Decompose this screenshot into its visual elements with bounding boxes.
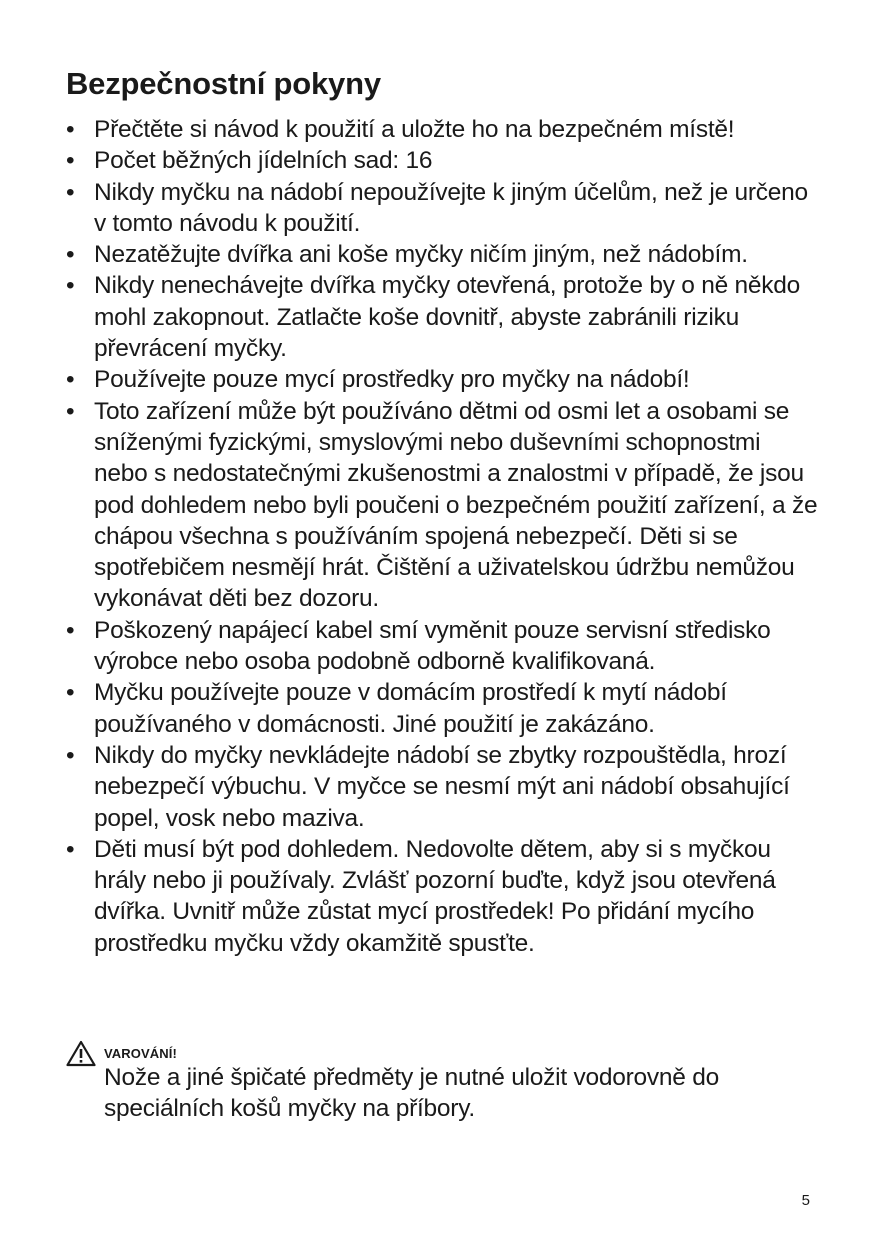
list-item-text: Myčku používejte pouze v domácím prostředí k mytí nádobí používaného v domácnosti. Jiné použití je zakázáno. <box>94 679 727 738</box>
safety-instructions-list <box>66 114 818 959</box>
bullet-icon: • <box>66 366 75 394</box>
list-item <box>66 834 818 959</box>
bullet-icon: • <box>66 616 75 644</box>
list-item-text: Nikdy nenechávejte dvířka myčky otevřená, protože by o ně někdo mohl zakopnout. Zatlačte koše dovnitř, abyste zabránili riziku převrácení myčky. <box>94 272 801 363</box>
list-item <box>66 677 818 740</box>
warning-triangle-icon <box>66 1040 96 1067</box>
list-item-text: Toto zařízení může být používáno dětmi od osmi let a osobami se sníženými fyzickými, smyslovými nebo duševními schopnostmi nebo s nedostatečnými zkušenostmi a znalostmi v případě, že jsou pod dohledem nebo byli poučeni o bezpečném použití zařízení, a že chápou všechna s používáním spojená nebezpečí. Děti si se spotřebičem nesmějí hrát. Čištění a uživatelskou údržbu nemůžou vykonávat děti bez dozoru. <box>94 397 818 613</box>
warning-text: Nože a jiné špičaté předměty je nutné uložit vodorovně do speciálních košů myčky na příbory. <box>104 1064 719 1123</box>
bullet-icon: • <box>66 241 75 269</box>
list-item-text: Počet běžných jídelních sad: 16 <box>94 147 433 175</box>
list-item-text: Nikdy myčku na nádobí nepoužívejte k jiným účelům, než je určeno v tomto návodu k použití. <box>94 178 808 237</box>
list-item-text: Děti musí být pod dohledem. Nedovolte dětem, aby si s myčkou hrály nebo ji používaly. Zvlášť pozorní buďte, když jsou otevřená dvířka. Uvnitř může zůstat mycí prostředek! Po přidání mycího prostředku myčku vždy okamžitě spusťte. <box>94 835 776 957</box>
page-number: 5 <box>801 1192 810 1209</box>
list-item <box>66 145 818 176</box>
bullet-icon: • <box>66 272 75 300</box>
list-item-text: Nezatěžujte dvířka ani koše myčky ničím jiným, než nádobím. <box>94 241 748 269</box>
list-item <box>66 615 818 678</box>
list-item-text: Přečtěte si návod k použití a uložte ho na bezpečném místě! <box>94 116 735 143</box>
list-item <box>66 396 818 615</box>
bullet-icon: • <box>66 397 75 425</box>
list-item <box>66 177 818 240</box>
warning-label: VAROVÁNÍ! <box>104 1046 177 1061</box>
bullet-icon: • <box>66 741 75 769</box>
list-item <box>66 239 818 270</box>
list-item-text: Používejte pouze mycí prostředky pro myčky na nádobí! <box>94 366 690 394</box>
bullet-icon: • <box>66 835 75 863</box>
list-item <box>66 364 818 395</box>
bullet-icon: • <box>66 116 75 143</box>
list-item <box>66 270 818 364</box>
list-item <box>66 740 818 834</box>
page-title: Bezpečnostní pokyny <box>66 66 381 101</box>
list-item <box>66 114 818 145</box>
list-item-text: Poškozený napájecí kabel smí vyměnit pouze servisní středisko výrobce nebo osoba podobně odborně kvalifikovaná. <box>94 616 771 676</box>
bullet-icon: • <box>66 178 75 206</box>
bullet-icon: • <box>66 679 75 707</box>
list-item-text: Nikdy do myčky nevkládejte nádobí se zbytky rozpouštědla, hrozí nebezpečí výbuchu. V myčce se nesmí mýt ani nádobí obsahující popel, vosk nebo maziva. <box>94 741 790 832</box>
bullet-icon: • <box>66 147 75 175</box>
